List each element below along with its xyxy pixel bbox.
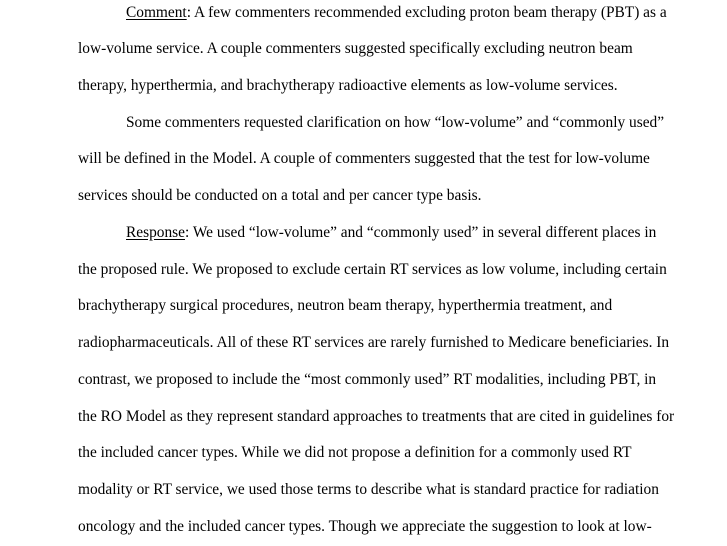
paragraph-clarification-line-2: will be defined in the Model. A couple of commenters suggested that the test for low-volume bbox=[78, 150, 650, 167]
paragraph-response-line-6: the RO Model as they represent standard approaches to treatments that are cited in guidelines for bbox=[78, 408, 675, 425]
paragraph-response-line-7: the included cancer types. While we did not propose a definition for a commonly used RT bbox=[78, 444, 632, 461]
response-text: : We used “low-volume” and “commonly used” in several different places in bbox=[185, 224, 657, 241]
paragraph-response-line-8: modality or RT service, we used those terms to describe what is standard practice for radiation bbox=[78, 481, 659, 498]
paragraph-comment-line-1 bbox=[126, 4, 667, 22]
paragraph-response-line-9: oncology and the included cancer types. Though we appreciate the suggestion to look at low- bbox=[78, 518, 652, 535]
paragraph-response-line-3: brachytherapy surgical procedures, neutron beam therapy, hyperthermia treatment, and bbox=[78, 297, 613, 314]
comment-label: Comment bbox=[126, 4, 187, 21]
paragraph-comment-line-2: low-volume service. A couple commenters suggested specifically excluding neutron beam bbox=[78, 40, 633, 57]
paragraph-clarification-line-1: Some commenters requested clarification on how “low-volume” and “commonly used” bbox=[126, 114, 665, 131]
response-label: Response bbox=[126, 224, 185, 241]
comment-text: : A few commenters recommended excluding proton beam therapy (PBT) as a bbox=[186, 4, 667, 21]
paragraph-comment-line-3: therapy, hyperthermia, and brachytherapy radioactive elements as low-volume services. bbox=[78, 77, 618, 94]
paragraph-clarification-line-3: services should be conducted on a total and per cancer type basis. bbox=[78, 187, 482, 204]
paragraph-response-line-4: radiopharmaceuticals. All of these RT services are rarely furnished to Medicare beneficiaries. In bbox=[78, 334, 670, 351]
paragraph-response-line-1 bbox=[126, 224, 656, 242]
paragraph-response-line-2: the proposed rule. We proposed to exclude certain RT services as low volume, including certain bbox=[78, 261, 667, 278]
paragraph-response-line-5: contrast, we proposed to include the “most commonly used” RT modalities, including PBT, in bbox=[78, 371, 657, 388]
